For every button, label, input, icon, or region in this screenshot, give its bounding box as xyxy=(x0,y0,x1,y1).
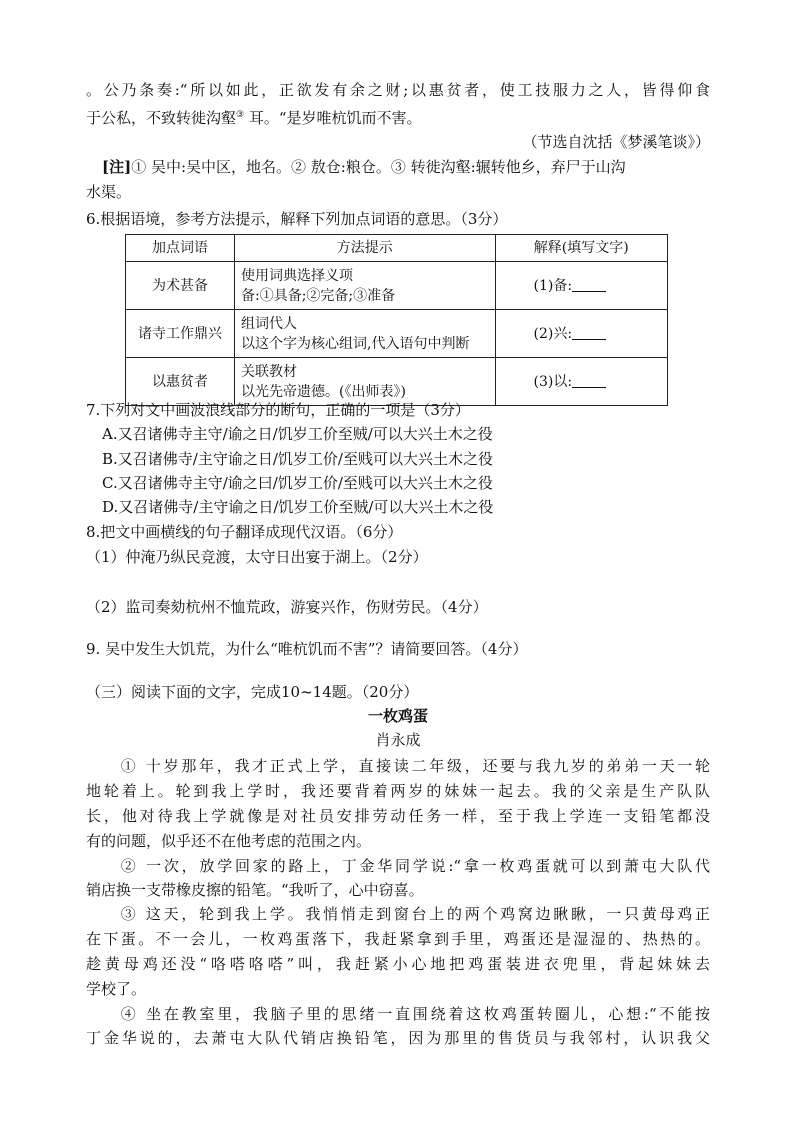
row-hint-1: 使用词典选择义项 xyxy=(241,267,353,284)
q6-stem: 6.根据语境，参考方法提示，解释下列加点词语的意思。（3分） xyxy=(86,210,508,228)
row-hint-2: 以这个字为核心组词,代入语句中判断 xyxy=(241,335,470,352)
row-hint-1: 组词代人 xyxy=(241,315,297,332)
q7-option-a[interactable]: A.又召诸佛寺主守/谕之日/饥岁工价至贼/可以大兴土木之役 xyxy=(102,425,493,443)
p3-line-2: 在下蛋。不一会儿，一枚鸡蛋落下，我赶紧拿到手里，鸡蛋还是湿湿的、热热的。 xyxy=(86,930,710,948)
row-hint xyxy=(235,310,496,358)
passage-line-1: 。公乃条奏:“所以如此，正欲发有余之财;以惠贫者，使工技服力之人，皆得仰食 xyxy=(86,81,710,99)
note-text-1: ① 吴中:吴中区，地名。② 敖仓:粮仓。③ 转徙沟壑:辗转他乡，弃尸于山沟 xyxy=(131,158,626,176)
p3-line-1-text: ③ 这天，轮到我上学。我悄悄走到窗台上的两个鸡窝边瞅瞅，一只黄母鸡正 xyxy=(118,905,710,923)
header-word: 加点词语 xyxy=(126,235,235,262)
passage-line-2 xyxy=(86,103,710,130)
section3-heading: （三）阅读下面的文字，完成10~14题。（20分） xyxy=(86,683,419,701)
q7-option-c[interactable]: C.又召诸佛寺主守/谕之曰/饥岁工价/至贱可以大兴土木之役 xyxy=(102,474,493,492)
article-title: 一枚鸡蛋 xyxy=(367,707,428,725)
note-label: [注] xyxy=(102,158,132,176)
passage-line-2-tail: 耳。“是岁唯杭饥而不害。 xyxy=(244,109,422,127)
passage-line-2-text: 于公私，不致转徙沟壑 xyxy=(86,109,237,127)
q7-stem: 7.下列对文中画波浪线部分的断句，正确的一项是（3分） xyxy=(86,401,470,419)
p3-line-3: 趁黄母鸡还没“咯嗒咯嗒”叫，我赶紧小心地把鸡蛋装进衣兜里，背起妹妹去 xyxy=(86,955,710,973)
answer-label: (3)以: xyxy=(533,373,573,390)
row-word: 以惠贫者 xyxy=(126,358,235,406)
p1-line-1-text: ① 十岁那年，我才正式上学，直接读二年级，还要与我九岁的弟弟一天一轮 xyxy=(118,757,710,775)
answer-blank[interactable] xyxy=(572,277,606,292)
p1-line-1 xyxy=(86,754,710,778)
table-row xyxy=(126,310,668,358)
row-answer[interactable] xyxy=(495,310,667,358)
article-author: 肖永成 xyxy=(375,731,421,749)
row-hint-2: 以光先帝遗德。(《出师表》) xyxy=(241,383,406,400)
note-line-1 xyxy=(86,155,710,179)
q8-sub-2: （2）监司奏劾杭州不恤荒政，游宴兴作，伤财劳民。（4分） xyxy=(86,598,488,616)
row-answer[interactable] xyxy=(495,262,667,310)
row-hint-2: 备:①具备;②完备;③准备 xyxy=(241,287,396,304)
answer-label: (1)备: xyxy=(533,277,573,294)
p1-line-3: 长，他对待我上学就像是对社员安排劳动任务一样，至于我上学连一支铅笔都没 xyxy=(86,807,710,825)
p4-line-2: 丁金华说的，去萧屯大队代销店换铅笔，因为那里的售货员与我邻村，认识我父 xyxy=(86,1029,710,1047)
header-hint: 方法提示 xyxy=(235,235,496,262)
table-row xyxy=(126,262,668,310)
p3-line-1 xyxy=(86,902,710,926)
q7-option-b[interactable]: B.又召诸佛寺/主守谕之日/饥岁工价/至贱可以大兴土木之役 xyxy=(102,450,493,468)
p2-line-1-text: ② 一次，放学回家的路上，丁金华同学说:“拿一枚鸡蛋就可以到萧屯大队代 xyxy=(118,857,710,875)
row-word: 为术甚备 xyxy=(126,262,235,310)
answer-blank[interactable] xyxy=(572,325,606,340)
p4-line-1-text: ④ 坐在教室里，我脑子里的思绪一直围绕着这枚鸡蛋转圈儿，心想:“不能按 xyxy=(118,1005,710,1023)
p1-line-2: 地轮着上。轮到我上学时，我还要背着两岁的妹妹一起去。我的父亲是生产队队 xyxy=(86,782,710,800)
footnote-mark: ③ xyxy=(236,110,245,120)
row-word: 诸寺工作鼎兴 xyxy=(126,310,235,358)
q6-table xyxy=(125,234,668,406)
passage-source: （节选自沈括《梦溪笔谈》） xyxy=(522,133,710,151)
q9-stem: 9. 吴中发生大饥荒，为什么“唯杭饥而不害”？请简要回答。（4分） xyxy=(86,640,528,658)
p2-line-1 xyxy=(86,854,710,878)
answer-blank[interactable] xyxy=(572,373,606,388)
table-header-row xyxy=(126,235,668,262)
answer-label: (2)兴: xyxy=(533,325,573,342)
q8-sub-1: （1）仲淹乃纵民竞渡，太守日出宴于湖上。（2分） xyxy=(86,548,428,566)
header-answer: 解释(填写文字) xyxy=(495,235,667,262)
note-line-2: 水渠。 xyxy=(86,183,132,201)
row-hint xyxy=(235,262,496,310)
q7-option-d[interactable]: D.又召诸佛寺/主守谕之日/饥岁工价至贼/可以大兴土木之役 xyxy=(102,498,494,516)
p1-line-4: 有的问题，似乎还不在他考虑的范围之内。 xyxy=(86,832,372,850)
q8-stem: 8.把文中画横线的句子翻译成现代汉语。（6分） xyxy=(86,523,403,541)
p4-line-1 xyxy=(86,1002,710,1026)
p2-line-2: 销店换一支带橡皮擦的铅笔。“我听了，心中窃喜。 xyxy=(86,881,424,899)
row-hint-1: 关联教材 xyxy=(241,363,297,380)
p3-line-4: 学校了。 xyxy=(86,980,147,998)
